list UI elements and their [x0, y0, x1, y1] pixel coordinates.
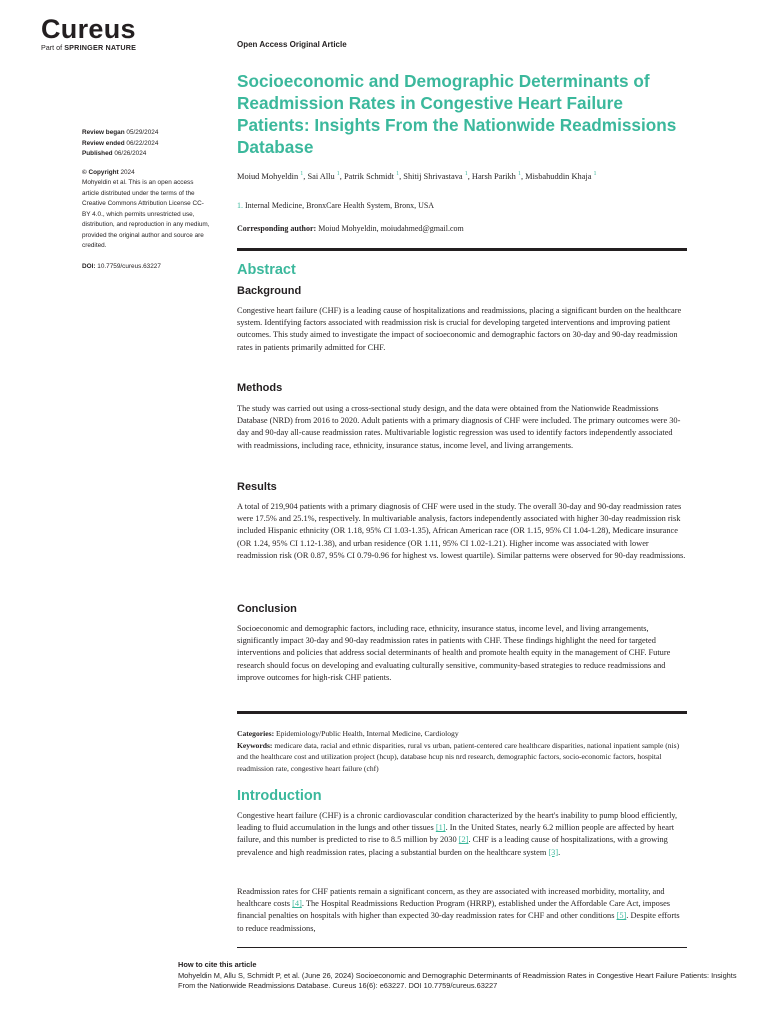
how-to-cite — [178, 960, 738, 992]
corresponding-author: Corresponding author: Moiud Mohyeldin, moiudahmed@gmail.com — [237, 223, 464, 233]
results-heading: Results — [237, 481, 277, 493]
article-type: Open Access Original Article — [237, 40, 347, 49]
author[interactable]: Patrik Schmidt — [343, 171, 395, 181]
background-text: Congestive heart failure (CHF) is a leading cause of hospitalizations and readmissions, placing a significant burden on the healthcare system. Identifying factors associated with readmission risk is crucial for developing targeted interventions and improving patient outcomes. This study aimed to investigate the impact of socioeconomic and demographic factors on 30-day and 90-day readmission rates in patients primarily admitted for CHF. — [237, 306, 682, 352]
article-title: Socioeconomic and Demographic Determinants of Readmission Rates in Congestive Heart Failure Patients: Insights From the Nationwide Readmissions Database — [237, 71, 677, 157]
intro-paragraph-2: Readmission rates for CHF patients remain a significant concern, as they are associated with increased morbidity, mortality, and healthcare costs [4]. The Hospital Readmissions Reduction Program (HRRP), established under the Affordable Care Act, imposes financial penalties on hospitals with higher than expected 30-day readmission rates for CHF and other conditions [5]. Despite efforts to reduce readmissions, — [237, 887, 680, 933]
methods-text: The study was carried out using a cross-sectional study design, and the data were obtained from the Nationwide Readmissions Database (NRD) from 2016 to 2020. Adult patients with a primary diagnosis of CHF were included. The primary outcomes were 30-day and 90-day all-cause readmission rates. Multivariable logistic regression was used to identify factors independently associated with readmissions, including race, ethnicity, insurance status, income level, and living arrangements. — [237, 404, 681, 450]
background-heading: Background — [237, 285, 302, 297]
author[interactable]: Harsh Parikh — [471, 171, 516, 181]
citation-link[interactable]: [1] — [435, 823, 446, 833]
journal-brand — [41, 14, 136, 52]
author[interactable]: Sai Allu — [307, 171, 335, 181]
citation-link[interactable]: [2] — [458, 835, 469, 845]
cureus-logo: Cureus — [41, 14, 136, 44]
copyright: © Copyright 2024 — [82, 168, 135, 176]
keywords: Keywords: medicare data, racial and ethnic disparities, rural vs urban, patient-centered care healthcare disparities, national inpatient sample (nis) and the healthcare cost and utilization project (hcup), database hcup nis nrd research, demographic factors, socio-economic factors, hospital readmission rate, congestive heart failure (chf) — [237, 740, 680, 773]
article-header — [237, 70, 687, 233]
conclusion-text: Socioeconomic and demographic factors, including race, ethnicity, insurance status, income level, and living arrangements, significantly impact 30-day and 90-day readmission rates in patients with CHF. These findings highlight the need for targeted interventions and policies that address social determinants of health and promote health equity in the management of CHF. Future research should focus on developing and evaluating culturally sensitive, community-based strategies to reduce readmissions and improve outcomes for high-risk CHF patients. — [237, 624, 671, 682]
abstract-heading: Abstract — [237, 262, 296, 278]
author[interactable]: Shitij Shrivastava — [403, 171, 463, 181]
published-date: Published 06/26/2024 — [82, 150, 147, 157]
section-divider — [237, 248, 687, 251]
sidebar — [82, 128, 212, 272]
affiliation: 1. Internal Medicine, BronxCare Health System, Bronx, USA — [237, 200, 435, 210]
introduction-heading: Introduction — [237, 788, 322, 804]
cite-heading: How to cite this article — [178, 960, 257, 969]
author[interactable]: Moiud Mohyeldin — [237, 171, 299, 181]
results-text: A total of 219,904 patients with a primary diagnosis of CHF were used in the study. The overall 30-day and 90-day readmission rates were 17.5% and 25.1%, respectively. In multivariable analysis, factors independently associated with higher 30-day readmission risk included Hispanic ethnicity (OR 1.18, 95% CI 1.03-1.35), African American race (OR 1.15, 95% CI 1.04-1.28), Medicare insurance (OR 1.24, 95% CI 1.12-1.38), and urban residence (OR 1.11, 95% CI 1.02-1.21). Higher income was associated with lower readmission risk (OR 0.87, 95% CI 0.79-0.96 for highest vs. lowest quartile). Similar patterns were observed for 90-day readmissions. — [237, 502, 686, 560]
cite-text: Mohyeldin M, Allu S, Schmidt P, et al. (June 26, 2024) Socioeconomic and Demographic Determinants of Readmission Rates in Congestive Heart Failure Patients: Insights From the Nationwide Readmissions Database. Cureus 16(6): e63227. DOI 10.7759/cureus.63227 — [178, 970, 737, 990]
review-ended: Review ended 06/22/2024 — [82, 139, 159, 147]
author[interactable]: Misbahuddin Khaja — [525, 171, 592, 181]
intro-paragraph-1: Congestive heart failure (CHF) is a chronic cardiovascular condition characterized by the heart's inability to pump blood efficiently, leading to fluid accumulation in the lungs and other tissues [1]. In the United States, nearly 6.2 million people are affected by heart failure, and this number is predicted to rise to 8.5 million by 2030 [2]. CHF is a leading cause of hospitalizations, with a growing prevalence and high readmission rates, placing a substantial burden on the healthcare system [3]. — [237, 811, 678, 857]
review-began: Review began 05/29/2024 — [82, 129, 159, 136]
article-meta — [237, 728, 687, 774]
license-text: Mohyeldin et al. This is an open access article distributed under the terms of the Creative Commons Attribution License CC-BY 4.0., which permits unrestricted use, distribution, and reproduction in any medium, provided the original author and source are credited. — [82, 179, 210, 249]
doi: DOI: 10.7759/cureus.63227 — [82, 262, 161, 270]
publisher-line — [41, 43, 136, 52]
section-divider — [237, 711, 687, 714]
citation-link[interactable]: [5] — [616, 911, 627, 921]
conclusion-heading: Conclusion — [237, 603, 297, 615]
part-of-label: Part of — [41, 43, 63, 52]
citation-link[interactable]: [3] — [548, 847, 559, 857]
doi-link[interactable]: 10.7759/cureus.63227 — [97, 262, 161, 270]
author-list: Moiud Mohyeldin $^1$, Sai Allu $^1$, Patrik Schmidt $^1$, Shitij Shrivastava $^1$, Harsh Parikh $^1$, Misbahuddin Khaja $^1$ — [237, 171, 597, 181]
citation-link[interactable]: [4] — [292, 899, 302, 909]
publisher-name: SPRINGER NATURE — [64, 43, 137, 52]
footer-divider — [237, 947, 687, 948]
methods-heading: Methods — [237, 382, 283, 394]
categories: Categories: Epidemiology/Public Health, Internal Medicine, Cardiology — [237, 729, 459, 738]
